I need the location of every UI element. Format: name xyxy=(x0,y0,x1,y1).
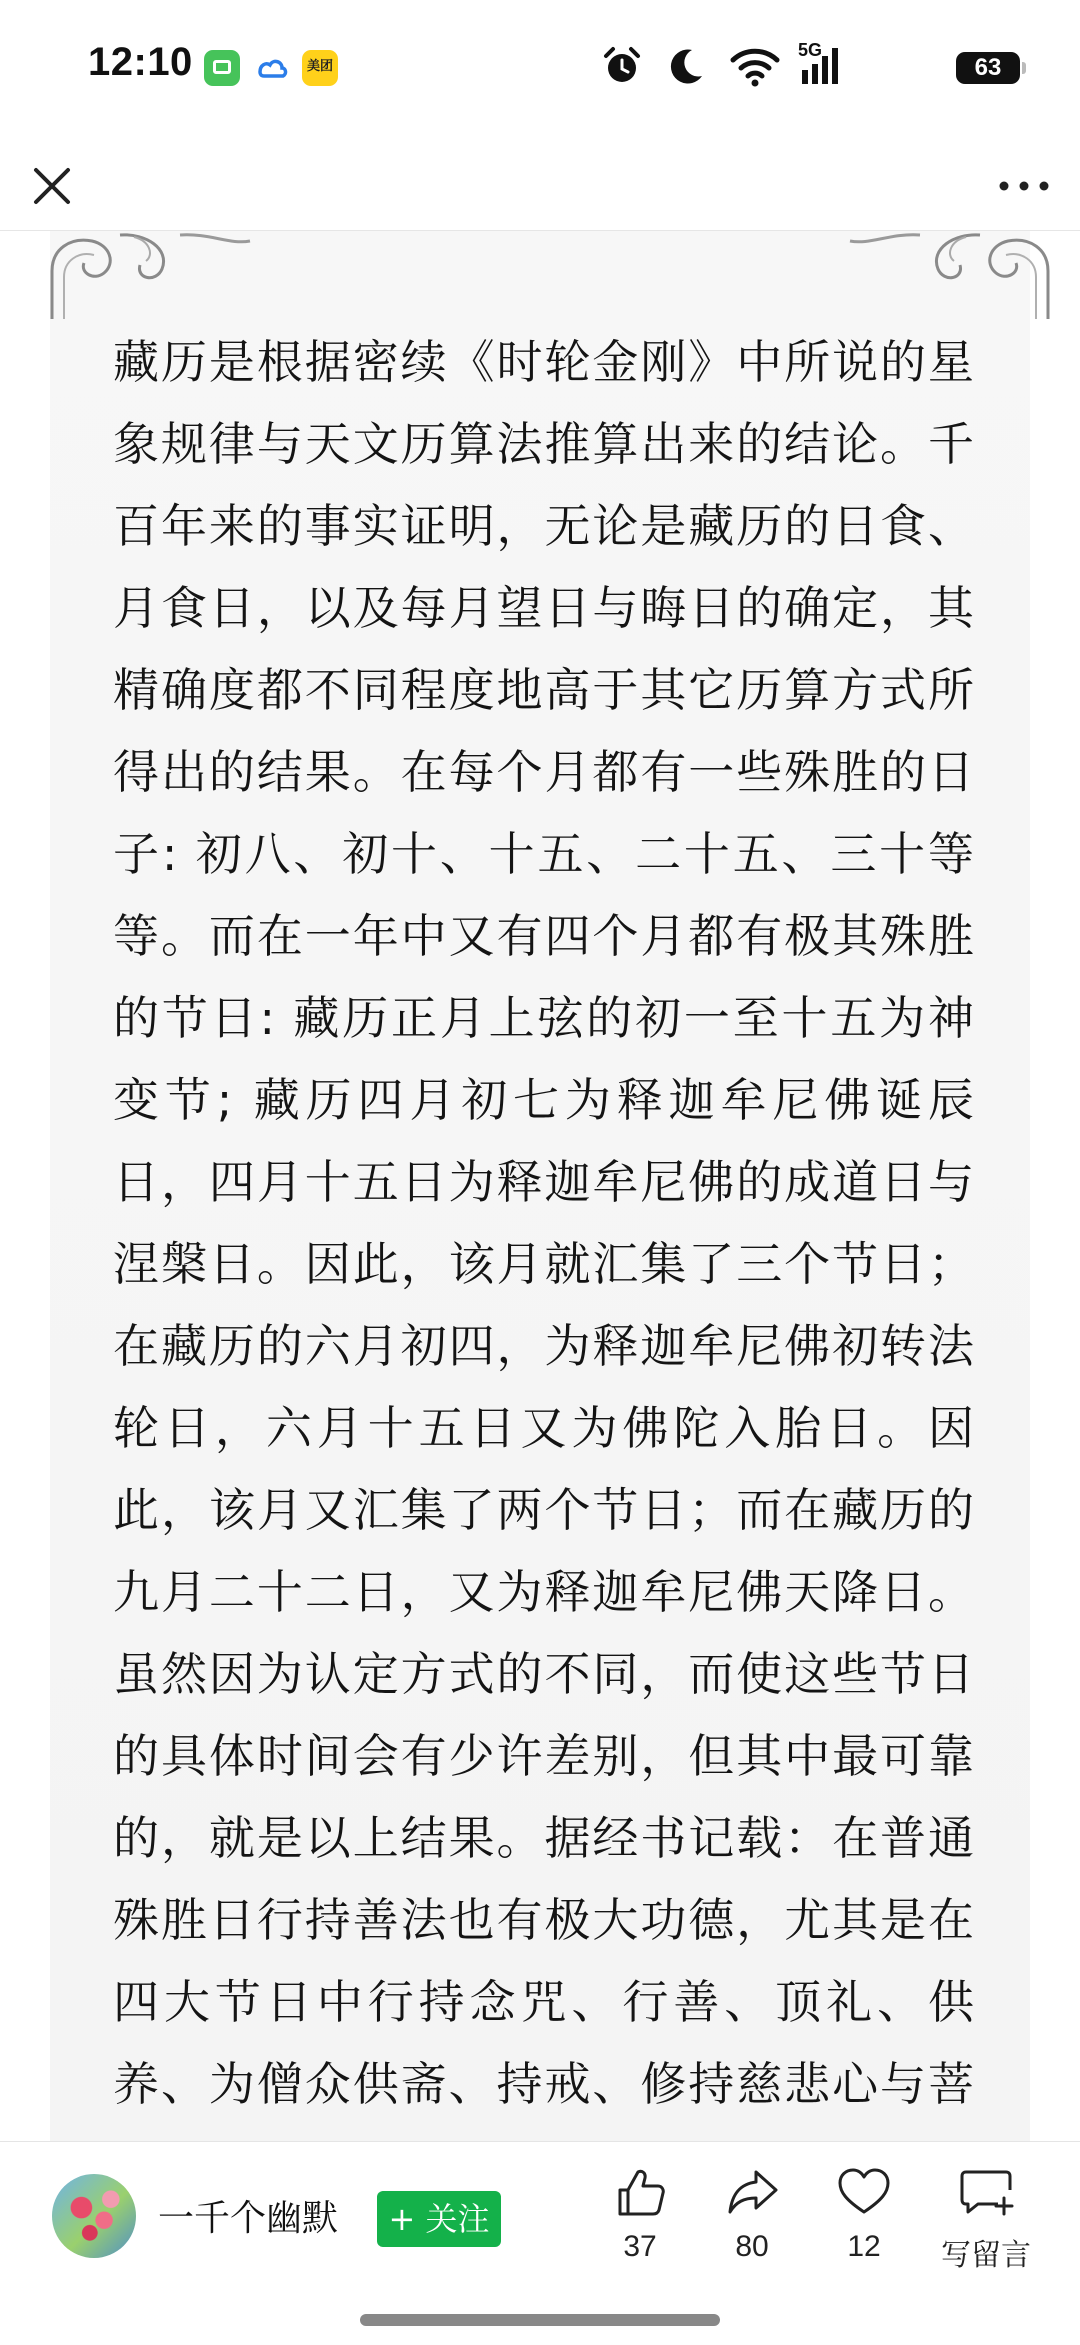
share-count: 80 xyxy=(735,2230,769,2263)
comment-add-icon xyxy=(958,2164,1014,2220)
messages-app-icon xyxy=(204,50,240,86)
network-type: 5G xyxy=(798,40,823,60)
left-corner-ornament xyxy=(50,231,280,321)
like-count: 37 xyxy=(623,2230,657,2263)
status-bar xyxy=(0,0,1080,140)
cloud-app-icon xyxy=(254,50,290,86)
like-button[interactable] xyxy=(585,2164,695,2304)
write-comment-label: 写留言 xyxy=(941,2238,1031,2273)
more-dots-icon xyxy=(992,162,1056,210)
nav-bar xyxy=(0,140,1080,231)
wifi-icon xyxy=(730,44,780,92)
article-body-text: 藏历是根据密续《时轮金刚》中所说的星象规律与天文历算法推算出来的结论。千百年来的事实证明，无论是藏历的日食、月食日，以及每月望日与晦日的确定，其精确度都不同程度地高于其它历算方式所得出的结果。在每个月都有一些殊胜的日子: 初八、初十、十五、二十五、三十等等。而在一年中又有四个月都有极其殊胜的节日: 藏历正月上弦的初一至十五为神变节; 藏历四月初七为释迦牟尼佛诞辰日，四月十五日为释迦牟尼佛的成道日与涅槃日。因此，该月就汇集了三个节日；在藏历的六月初四，为释迦牟尼佛初转法轮日，六月十五日又为佛陀入胎日。因此，该月又汇集了两个节日；而在藏历的九月二十二日，又为释迦牟尼佛天降日。虽然因为认定方式的不同，而使这些节日的具体时间会有少许差别，但其中最可靠的，就是以上结果。据经书记载：在普通殊胜日行持善法也有极大功德，尤其是在四大节日中行持念咒、行善、顶礼、供养、为僧众供斋、持戒、修持慈悲心与菩 xyxy=(113,335,975,2111)
right-corner-ornament xyxy=(820,231,1050,321)
author-name[interactable]: 一千个幽默 xyxy=(158,2198,339,2239)
favorite-button[interactable] xyxy=(809,2164,919,2304)
article-content[interactable] xyxy=(0,231,1080,2141)
meituan-app-icon: 美团 xyxy=(302,50,338,86)
share-button[interactable] xyxy=(697,2164,807,2304)
more-options-button[interactable] xyxy=(992,162,1056,210)
battery-indicator: 63 xyxy=(956,52,1020,84)
author-avatar[interactable] xyxy=(52,2174,136,2258)
bottom-action-bar xyxy=(0,2141,1080,2345)
status-time: 12:10 xyxy=(88,40,193,84)
heart-icon xyxy=(836,2164,892,2220)
thumbs-up-icon xyxy=(612,2164,668,2220)
favorite-count: 12 xyxy=(847,2230,881,2263)
cellular-signal-icon xyxy=(798,40,840,92)
do-not-disturb-moon-icon xyxy=(664,44,706,92)
write-comment-button[interactable] xyxy=(921,2164,1051,2304)
close-icon xyxy=(24,158,80,214)
follow-button[interactable]: + 关注 xyxy=(377,2191,501,2247)
home-indicator[interactable] xyxy=(360,2314,720,2326)
share-arrow-icon xyxy=(724,2164,780,2220)
close-button[interactable] xyxy=(24,158,80,214)
alarm-icon xyxy=(600,44,644,92)
status-icons xyxy=(600,40,1020,94)
